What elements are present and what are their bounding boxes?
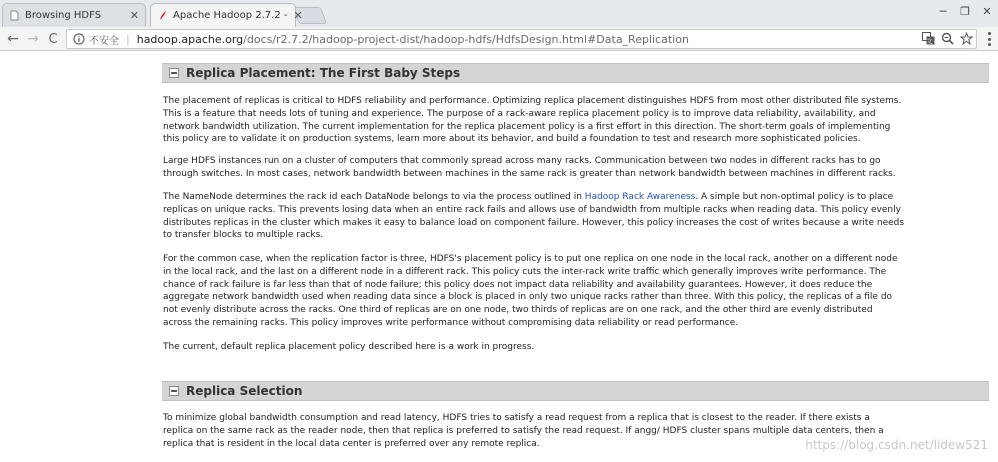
text-line: through switches. In most cases, network bandwidth between machines in the same rack is greater than network bandwidth between machines in different racks. (163, 168, 896, 179)
text-line: replica that is resident in the local data center is preferred over any remote replica. (163, 438, 540, 449)
close-icon[interactable]: ✕ (129, 9, 139, 22)
svg-text:文: 文 (926, 38, 933, 46)
translate-icon[interactable] (922, 32, 935, 45)
hadoop-rack-awareness-link[interactable]: Hadoop Rack Awareness (584, 192, 696, 202)
zoom-icon[interactable] (941, 32, 954, 45)
text-fragment: . A simple but non-optimal policy is to place (695, 192, 894, 202)
tab-title: Browsing HDFS (25, 10, 102, 21)
collapse-icon[interactable] (169, 386, 179, 396)
window-controls (932, 0, 998, 22)
text-line: to transfer blocks to multiple racks. (163, 230, 324, 241)
tab-browsing-hdfs[interactable] (2, 3, 146, 27)
text-line: For the common case, when the replication factor is three, HDFS's placement policy is to put one replica on one node in the local rack, another on a different node (163, 254, 898, 264)
text-line: Large HDFS instances run on a cluster of computers that commonly spread across many racks. Communication between two nodes in different racks has to go (163, 156, 881, 166)
document-icon (9, 10, 20, 21)
forward-button[interactable]: → (27, 31, 39, 47)
url-path: /docs/r2.7.2/hadoop-project-dist/hadoop-hdfs/HdfsDesign.html#Data_Replication (243, 32, 689, 46)
address-bar[interactable] (66, 29, 977, 49)
watermark: https://blog.csdn.net/lidew521 (805, 438, 988, 452)
paragraph (163, 155, 983, 181)
back-button[interactable]: ← (7, 31, 19, 47)
minimize-icon[interactable]: ─ (939, 4, 947, 18)
paragraph (163, 191, 983, 242)
paragraph (163, 341, 983, 354)
text-line: not evenly distribute across the racks. One third of replicas are on one node, two thirds of replicas are on one rack, and the other third are evenly distributed (163, 305, 873, 316)
text-line: To minimize global bandwidth consumption and read latency, HDFS tries to satisfy a read request from a replica that is closest to the reader. If there exists a (163, 413, 870, 423)
close-icon[interactable]: ✕ (293, 9, 303, 22)
bookmark-star-icon[interactable] (960, 32, 973, 45)
text-line: in the local rack, and the last on a different node in a different rack. This policy cuts the inter-rack write traffic which generally improves write performance. The (163, 266, 887, 277)
tab-title: Apache Hadoop 2.7.2 - (173, 10, 288, 21)
paragraph (163, 95, 983, 146)
section-header-replica-selection[interactable] (162, 381, 989, 401)
text-line: replica on the same rack as the reader node, then that replica is preferred to satisfy the read request. If angg/ HDFS cluster spans multiple data centers, then a (163, 425, 884, 436)
restore-icon[interactable]: ❐ (960, 4, 970, 18)
text-line: replicas on unique racks. This prevents losing data when an entire rack fails and allows use of bandwidth from multiple racks when reading data. This policy evenly (163, 204, 901, 215)
url-separator: | (126, 32, 130, 46)
paragraph (163, 253, 983, 330)
menu-icon[interactable] (984, 32, 994, 46)
tab-apache-hadoop[interactable] (150, 3, 303, 27)
tab-strip (0, 0, 998, 27)
text-line: chance of rack failure is far less than that of node failure; this policy does not impact data reliability and availability guarantees. However, it does reduce the (163, 279, 873, 290)
browser-toolbar (0, 27, 998, 51)
section-title: Replica Selection (186, 384, 303, 398)
info-icon[interactable] (73, 33, 85, 45)
text-line (163, 191, 983, 204)
section-title: Replica Placement: The First Baby Steps (186, 66, 461, 80)
collapse-icon[interactable] (169, 68, 179, 78)
reload-button[interactable]: C (48, 31, 58, 47)
text-line: aggregate network bandwidth used when reading data since a block is placed in only two unique racks rather than three. With this policy, the replicas of a file do (163, 292, 893, 303)
text-line: network bandwidth utilization. The current implementation for the replica placement policy is a first effort in this direction. The short-term goals of implementing (163, 121, 891, 132)
address-bar-icons (922, 32, 973, 45)
security-label: 不安全 (89, 35, 119, 47)
text-line: across the remaining racks. This policy improves write performance without compromising data reliability or read performance. (163, 317, 739, 328)
section-header-replica-placement[interactable] (162, 63, 989, 83)
text-fragment: The NameNode determines the rack id each DataNode belongs to via the process outlined in (163, 192, 585, 202)
page-content (0, 52, 998, 462)
close-window-icon[interactable]: ✕ (982, 4, 992, 18)
url-host: hadoop.apache.org (136, 32, 244, 46)
feather-icon (157, 10, 168, 21)
text-line: This is a feature that needs lots of tuning and experience. The purpose of a rack-aware replica placement policy is to improve data reliability, availability, and (163, 108, 876, 119)
text-line: The placement of replicas is critical to HDFS reliability and performance. Optimizing replica placement distinguishes HDFS from most other distributed file systems. (163, 96, 902, 106)
text-line: The current, default replica placement policy described here is a work in progress. (163, 342, 535, 352)
text-line: this policy are to validate it on production systems, learn more about its behavior, and build a foundation to test and research more sophisticated policies. (163, 134, 861, 145)
text-line: distributes replicas in the cluster which makes it easy to balance load on component failure. However, this policy increases the cost of writes because a write needs (163, 217, 905, 228)
